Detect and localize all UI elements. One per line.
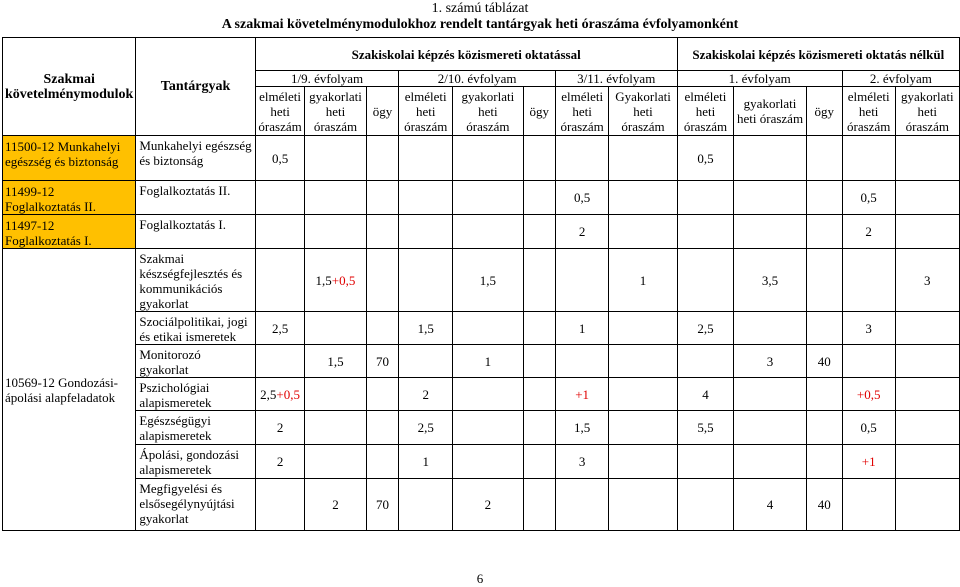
value-cell: +0,5 (842, 378, 895, 411)
value-cell: 5,5 (677, 411, 734, 445)
value-cell: 1,5 (453, 249, 524, 312)
header-group-with-general: Szakiskolai képzés közismereti oktatással (255, 38, 677, 71)
value-cell: 4 (734, 479, 806, 531)
col-header-elm: elméleti heti óraszám (555, 87, 609, 136)
header-year-5: 2. évfolyam (842, 71, 959, 87)
header-year-3: 3/11. évfolyam (555, 71, 677, 87)
value-cell: 2,5+0,5 (255, 378, 305, 411)
table-row (3, 136, 960, 181)
col-header-gyak: gyakorlati heti óraszám (734, 87, 806, 136)
page-number: 6 (476, 571, 484, 586)
table-row (3, 249, 960, 312)
module-cell: 10569-12 Gondozási-ápolási alapfeladatok (3, 249, 136, 531)
module-cell: 11497-12 Foglalkoztatás I. (3, 215, 136, 249)
value-cell: 1 (399, 445, 453, 479)
table-row (3, 345, 960, 378)
value-cell: 2,5 (255, 312, 305, 345)
module-cell: 11499-12 Foglalkoztatás II. (3, 181, 136, 215)
subject-cell: Szociálpolitikai, jogi és etikai ismeretek (136, 312, 255, 345)
value-cell: 1 (555, 312, 609, 345)
table-row (3, 479, 960, 531)
header-subjects: Tantárgyak (136, 38, 255, 136)
value-cell: 4 (677, 378, 734, 411)
value-cell: 3 (842, 312, 895, 345)
value-cell: 0,5 (677, 136, 734, 181)
subject-cell: Szakmai készségfejlesztés és kommunikációs gyakorlat (136, 249, 255, 312)
value-cell: 1,5 (399, 312, 453, 345)
col-header-gyak: gyakorlati heti óraszám (453, 87, 524, 136)
header-group-without-general: Szakiskolai képzés közismereti oktatás nélkül (677, 38, 959, 71)
value-cell: 2 (255, 411, 305, 445)
value-cell: 2 (305, 479, 366, 531)
subject-cell: Monitorozó gyakorlat (136, 345, 255, 378)
subject-cell: Munkahelyi egészség és biztonság (136, 136, 255, 181)
col-header-ogy: ögy (523, 87, 555, 136)
header-year-2: 2/10. évfolyam (399, 71, 555, 87)
table-row (3, 312, 960, 345)
value-cell: 2,5 (399, 411, 453, 445)
value-cell: 2 (399, 378, 453, 411)
subject-cell: Foglalkoztatás II. (136, 181, 255, 215)
subject-cell: Megfigyelési és elsősegélynyújtási gyakorlat (136, 479, 255, 531)
col-header-ogy: ögy (366, 87, 399, 136)
col-header-gyak: Gyakorlati heti óraszám (609, 87, 677, 136)
value-cell: 2 (453, 479, 524, 531)
col-header-gyak: gyakorlati heti óraszám (895, 87, 959, 136)
subject-cell: Foglalkoztatás I. (136, 215, 255, 249)
value-cell: +1 (555, 378, 609, 411)
value-cell: 1,5+0,5 (305, 249, 366, 312)
value-cell: 3 (895, 249, 959, 312)
table-row (3, 445, 960, 479)
subject-cell: Pszichológiai alapismeretek (136, 378, 255, 411)
table-title: A szakmai követelménymodulokhoz rendelt tantárgyak heti óraszáma évfolyamonként (221, 17, 739, 32)
value-cell: 70 (366, 479, 399, 531)
value-cell: 3 (734, 345, 806, 378)
value-cell: 3 (555, 445, 609, 479)
header-year-1: 1/9. évfolyam (255, 71, 399, 87)
col-header-elm: elméleti heti óraszám (399, 87, 453, 136)
subject-cell: Egészségügyi alapismeretek (136, 411, 255, 445)
value-cell: 1 (453, 345, 524, 378)
col-header-gyak: gyakorlati heti óraszám (305, 87, 366, 136)
value-cell: 0,5 (255, 136, 305, 181)
value-cell: 2 (555, 215, 609, 249)
value-cell: 1 (609, 249, 677, 312)
value-cell: 2 (842, 215, 895, 249)
subject-cell: Ápolási, gondozási alapismeretek (136, 445, 255, 479)
value-cell: 0,5 (555, 181, 609, 215)
table-caption: 1. számú táblázat (431, 1, 529, 16)
table-row (3, 181, 960, 215)
value-cell: +1 (842, 445, 895, 479)
col-header-elm: elméleti heti óraszám (677, 87, 734, 136)
value-cell: 40 (806, 479, 842, 531)
header-modules: Szakmai követelménymodulok (3, 38, 136, 136)
value-cell: 2 (255, 445, 305, 479)
value-cell: 0,5 (842, 181, 895, 215)
value-cell: 2,5 (677, 312, 734, 345)
value-cell: 70 (366, 345, 399, 378)
col-header-elm: elméleti heti óraszám (842, 87, 895, 136)
table-row (3, 378, 960, 411)
value-cell: 3,5 (734, 249, 806, 312)
module-cell: 11500-12 Munkahelyi egészség és biztonság (3, 136, 136, 181)
value-cell: 1,5 (305, 345, 366, 378)
table-row (3, 411, 960, 445)
table-row (3, 215, 960, 249)
col-header-ogy: ögy (806, 87, 842, 136)
header-year-4: 1. évfolyam (677, 71, 842, 87)
col-header-elm: elméleti heti óraszám (255, 87, 305, 136)
value-cell: 0,5 (842, 411, 895, 445)
curriculum-table (2, 37, 960, 531)
value-cell: 40 (806, 345, 842, 378)
value-cell: 1,5 (555, 411, 609, 445)
